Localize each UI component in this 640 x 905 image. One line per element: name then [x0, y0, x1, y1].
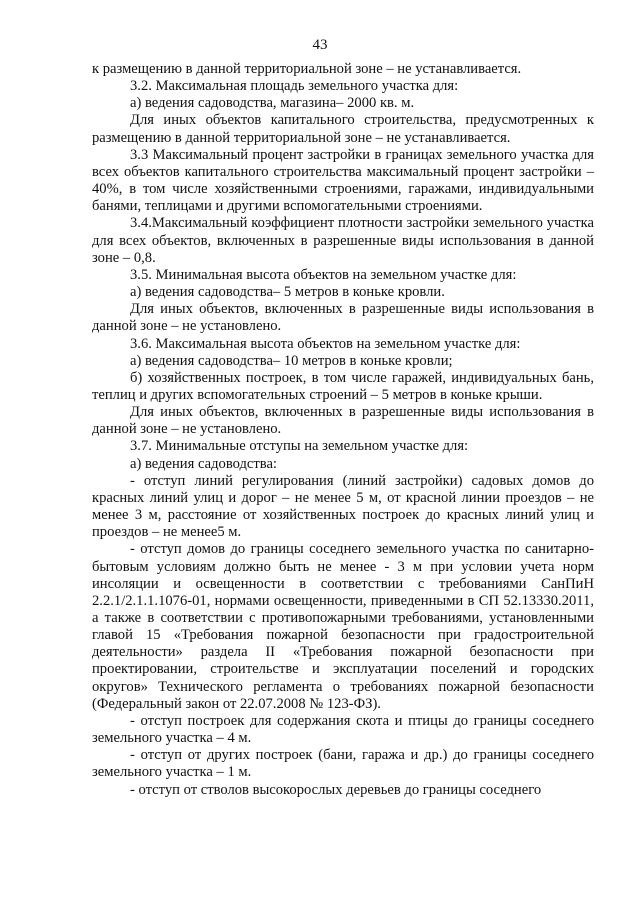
paragraph: Для иных объектов, включенных в разрешенные виды использования в данной зоне – не установлено.: [92, 404, 594, 438]
section-heading: 3.2. Максимальная площадь земельного участка для:: [130, 78, 459, 95]
list-item: а) ведения садоводства– 5 метров в коньке кровли.: [130, 284, 445, 301]
list-item: а) ведения садоводства– 10 метров в коньке кровли;: [130, 352, 453, 369]
section-heading: 3.6. Максимальная высота объектов на земельном участке для:: [130, 335, 521, 352]
list-item: а) ведения садоводства:: [130, 455, 277, 472]
paragraph: Для иных объектов капитального строительства, предусмотренных к размещению в данной территориальной зоне – не устанавливается.: [92, 112, 594, 146]
bullet-item: - отступ от стволов высокорослых деревьев до границы соседнего: [130, 781, 542, 798]
bullet-item: - отступ домов до границы соседнего земельного участка по санитарно-бытовым условиям должно быть не менее - 3 м при условии учета норм инсоляции и освещенности в соответствии с требованиями СанПиН 2.2.1/2.1.1.1076-01, нормами освещенности, приведенными в СП 52.13330.2011, а также в соответствии с противопожарными требованиями, установленными главой 15 «Требования пожарной безопасности при градостроительной деятельности» раздела II «Требования пожарной безопасности при проектировании, строительстве и эксплуатации поселений и городских округов» Технического регламента о требованиях пожарной безопасности (Федеральный закон от 22.07.2008 № 123-ФЗ).: [92, 541, 594, 712]
bullet-item: - отступ построек для содержания скота и птицы до границы соседнего земельного участка – 4 м.: [92, 712, 594, 747]
bullet-item: - отступ от других построек (бани, гаража и др.) до границы соседнего земельного участка – 1 м.: [92, 747, 594, 781]
paragraph: к размещению в данной территориальной зоне – не устанавливается.: [92, 61, 522, 77]
section-heading: 3.7. Минимальные отступы на земельном участке для:: [130, 438, 469, 455]
document-body: [92, 61, 594, 799]
paragraph: 3.4.Максимальный коэффициент плотности застройки земельного участка для всех объектов, включенных в разрешенные виды использования в данной зоне – 0,8.: [92, 215, 594, 266]
list-item: а) ведения садоводства, магазина– 2000 кв. м.: [130, 95, 415, 112]
page-number: 43: [312, 37, 328, 53]
bullet-item: - отступ линий регулирования (линий застройки) садовых домов до красных линий улиц и дорог – не менее 5 м, от красной линии проездов – не менее 3 м, расстояние от хозяйственных построек до красных линий улиц и проездов – не менее5 м.: [92, 472, 594, 541]
list-item: б) хозяйственных построек, в том числе гаражей, индивидуальных бань, теплиц и других вспомогательных строений – 5 метров в коньке крыши.: [92, 369, 594, 403]
paragraph: Для иных объектов, включенных в разрешенные виды использования в данной зоне – не установлено.: [92, 301, 594, 335]
section-heading: 3.5. Минимальная высота объектов на земельном участке для:: [130, 266, 517, 283]
paragraph: 3.3 Максимальный процент застройки в границах земельного участка для всех объектов капитального строительства максимальный процент застройки – 40%, в том числе хозяйственными строениями, гаражами, индивидуальными банями, теплицами и другими вспомогательными строениями.: [92, 146, 594, 215]
